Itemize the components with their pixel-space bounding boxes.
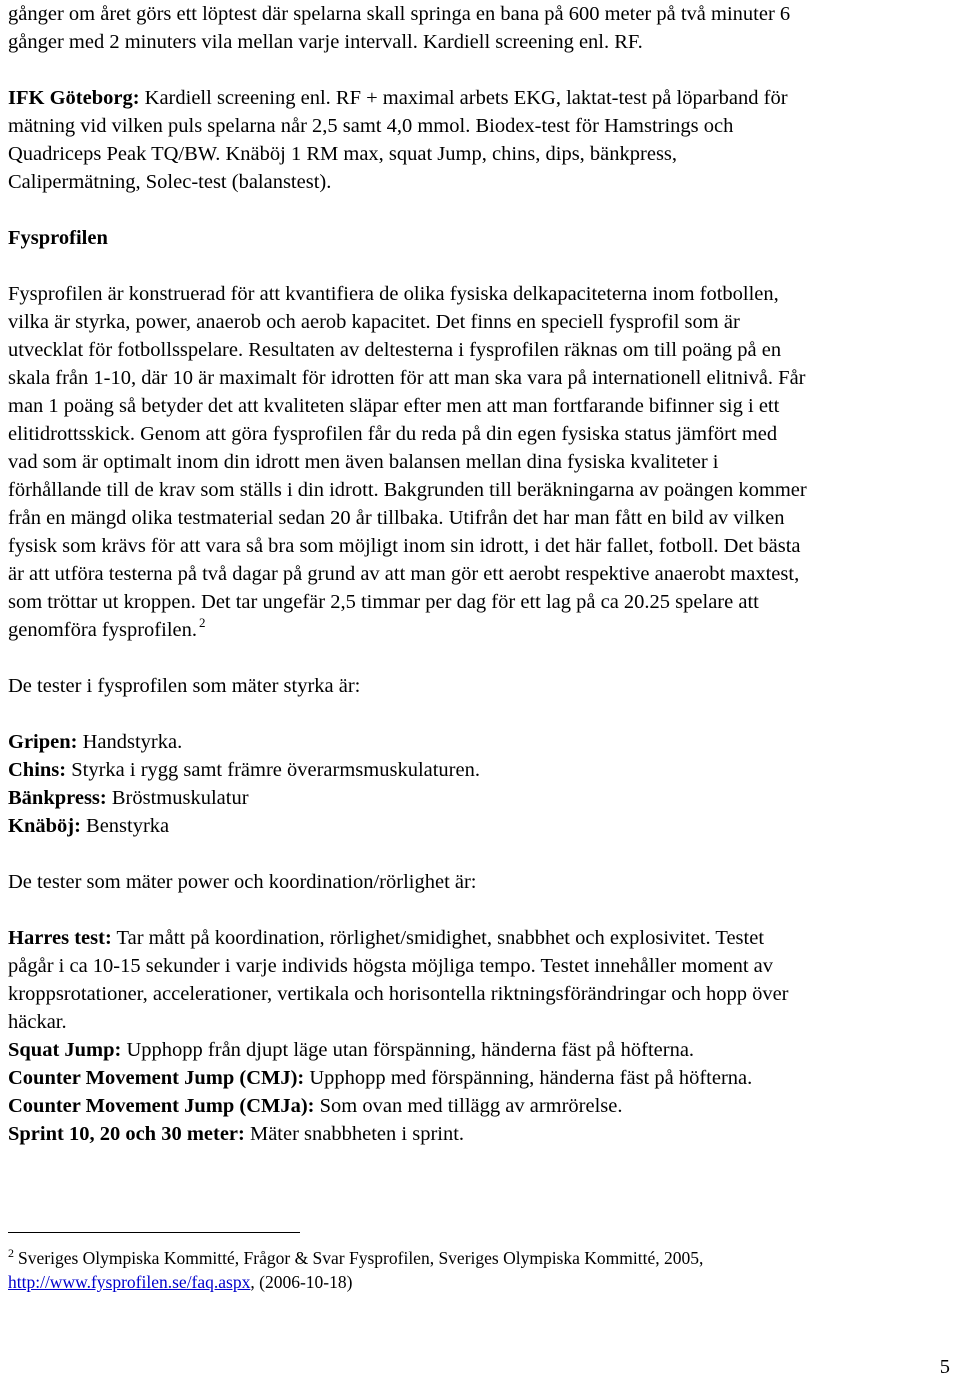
intro-line: gånger om året görs ett löptest där spelarna skall springa en bana på 600 meter på två minuter 6 — [8, 3, 791, 25]
test-description: Bröstmuskulatur — [106, 787, 249, 809]
paragraph-line: utvecklat för fotbollsspelare. Resultaten av deltesterna i fysprofilen räknas om till poäng på en — [8, 339, 782, 361]
test-label: Gripen: — [8, 731, 78, 753]
paragraph-line: från en mängd olika testmaterial sedan 20 år tillbaka. Utifrån det har man fått en bild av vilken — [8, 507, 785, 529]
test-description: Som ovan med tillägg av armrörelse. — [314, 1095, 623, 1117]
paragraph-line: elitidrottsskick. Genom att göra fysprofilen får du reda på din egen fysiska status jämfört med — [8, 423, 778, 445]
ifk-label: IFK Göteborg: — [8, 87, 140, 109]
power-test-item — [8, 1064, 752, 1092]
footnote-reference[interactable]: 2 — [199, 615, 206, 630]
power-intro: De tester som mäter power och koordination/rörlighet är: — [8, 871, 477, 893]
ifk-text: Kardiell screening enl. RF + maximal arbets EKG, laktat-test på löparband för — [139, 87, 788, 109]
power-test-item — [8, 1092, 623, 1120]
test-label: Sprint 10, 20 och 30 meter: — [8, 1123, 245, 1145]
paragraph-line: fysisk som krävs för att vara så bra som möjligt inom sin idrott, i det här fallet, fotboll. Det bästa — [8, 535, 801, 557]
test-description: Handstyrka. — [77, 731, 183, 753]
ifk-paragraph-line: Calipermätning, Solec-test (balanstest). — [8, 171, 332, 193]
paragraph-line: Fysprofilen är konstruerad för att kvantifiera de olika fysiska delkapaciteterna inom fotbollen, — [8, 283, 779, 305]
power-test-item — [8, 1120, 464, 1148]
footnote-date: , (2006-10-18) — [250, 1272, 353, 1292]
test-label: Counter Movement Jump (CMJa): — [8, 1095, 315, 1117]
section-heading: Fysprofilen — [8, 227, 108, 249]
paragraph-line: som tröttar ut kroppen. Det tar ungefär 2,5 timmar per dag för ett lag på ca 20.25 spelare att — [8, 591, 759, 613]
paragraph-line: vad som är optimalt inom din idrott men även balansen mellan dina fysiska kvaliteter i — [8, 451, 719, 473]
ifk-paragraph-line — [8, 84, 788, 112]
footnote-line — [8, 1246, 703, 1272]
harres-test-line: häckar. — [8, 1011, 67, 1033]
footnote-citation: Sveriges Olympiska Kommitté, Frågor & Svar Fysprofilen, Sveriges Olympiska Kommitté, 2005, — [18, 1248, 704, 1268]
test-label: Chins: — [8, 759, 67, 781]
intro-line: gånger med 2 minuters vila mellan varje intervall. Kardiell screening enl. RF. — [8, 31, 643, 53]
paragraph-line: vilka är styrka, power, anaerob och aerob kapacitet. Det finns en speciell fysprofil som är — [8, 311, 740, 333]
test-description: Benstyrka — [80, 815, 170, 837]
footnote-link[interactable]: http://www.fysprofilen.se/faq.aspx — [8, 1272, 251, 1292]
strength-intro: De tester i fysprofilen som mäter styrka är: — [8, 675, 361, 697]
ifk-paragraph-line: mätning vid vilken puls spelarna når 2,5 samt 4,0 mmol. Biodex-test för Hamstrings och — [8, 115, 734, 137]
test-description: Upphopp från djupt läge utan förspänning, händerna fäst på höfterna. — [121, 1039, 695, 1061]
paragraph-last-text: genomföra fysprofilen. — [8, 619, 197, 641]
harres-test-line: kroppsrotationer, accelerationer, vertikala och horisontella riktningsförändringar och hopp över — [8, 983, 789, 1005]
test-description: Tar mått på koordination, rörlighet/smidighet, snabbhet och explosivitet. Testet — [111, 927, 765, 949]
strength-test-item — [8, 784, 249, 812]
footnote-separator — [8, 1232, 300, 1233]
paragraph-line: är att utföra testerna på två dagar på grund av att man gör ett aerobt respektive anaerobt maxtest, — [8, 563, 800, 585]
page-number: 5 — [939, 1356, 950, 1378]
strength-test-item — [8, 728, 182, 756]
test-description: Upphopp med förspänning, händerna fäst på höfterna. — [304, 1067, 753, 1089]
test-label: Harres test: — [8, 927, 112, 949]
test-label: Counter Movement Jump (CMJ): — [8, 1067, 305, 1089]
test-description: Styrka i rygg samt främre överarmsmuskulaturen. — [66, 759, 480, 781]
ifk-paragraph-line: Quadriceps Peak TQ/BW. Knäböj 1 RM max, squat Jump, chins, dips, bänkpress, — [8, 143, 678, 165]
footnote-line — [8, 1270, 352, 1294]
test-label: Squat Jump: — [8, 1039, 122, 1061]
footnote-number: 2 — [8, 1246, 14, 1260]
paragraph-line: förhållande till de krav som ställs i din idrott. Bakgrunden till beräkningarna av poängen kommer — [8, 479, 807, 501]
harres-test-line — [8, 924, 764, 952]
test-label: Knäböj: — [8, 815, 81, 837]
strength-test-item — [8, 812, 169, 840]
harres-test-line: pågår i ca 10-15 sekunder i varje individs högsta möjliga tempo. Testet innehåller moment av — [8, 955, 774, 977]
paragraph-line — [8, 616, 206, 646]
power-test-item — [8, 1036, 694, 1064]
test-label: Bänkpress: — [8, 787, 107, 809]
test-description: Mäter snabbheten i sprint. — [244, 1123, 465, 1145]
paragraph-line: man 1 poäng så betyder det att kvaliteten släpar efter men att man fortfarande bifinner sig i ett — [8, 395, 780, 417]
paragraph-line: skala från 1-10, där 10 är maximalt för idrotten för att man ska vara på internationell elitnivå. Får — [8, 367, 806, 389]
strength-test-item — [8, 756, 480, 784]
